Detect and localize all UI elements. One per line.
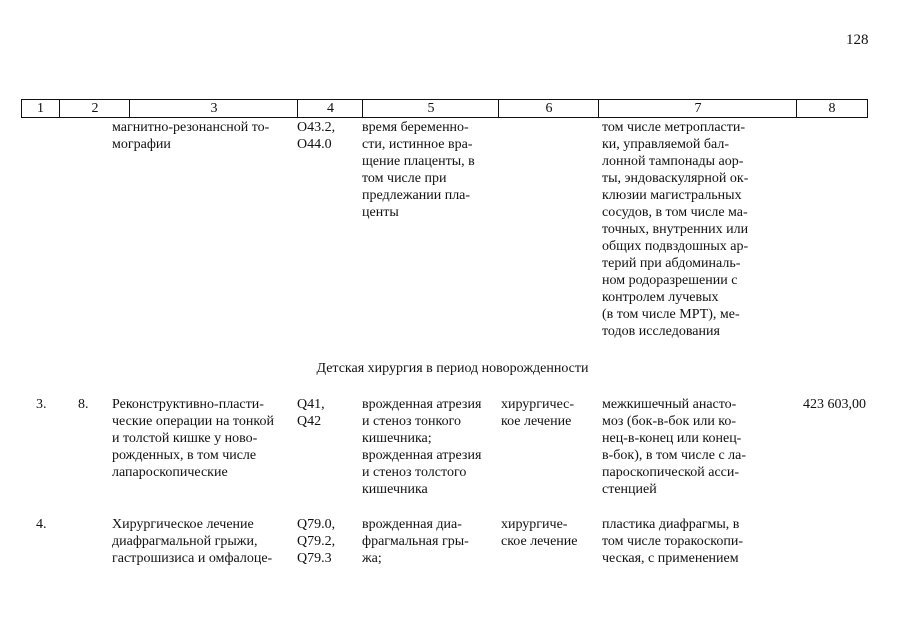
text-line: терий при абдоминаль- [602, 256, 741, 271]
header-col-3: 3 [129, 100, 298, 117]
text-line: моз (бок-в-бок или ко- [602, 414, 737, 429]
text-line: магнитно-резонансной то- [112, 120, 270, 135]
cell-cost: 423 603,00 [803, 397, 866, 412]
cell-method [112, 516, 289, 567]
text-line: ское лечение [501, 534, 578, 549]
text-line: Хирургическое лечение [112, 517, 254, 532]
cell-treatment [602, 516, 767, 567]
text-line: O44.0 [297, 137, 332, 152]
text-line: стенцией [602, 482, 657, 497]
header-col-5: 5 [362, 100, 499, 117]
text-line: ческая, с применением [602, 551, 739, 566]
text-line: лапароскопические [112, 465, 228, 480]
text-line: и стеноз толстого [362, 465, 467, 480]
text-line: ческие операции на тонкой [112, 414, 274, 429]
text-line: клюзии магистральных [602, 188, 742, 203]
text-line: том числе метропласти- [602, 120, 746, 135]
header-col-8: 8 [796, 100, 867, 117]
text-line: точных, внутренних или [602, 222, 749, 237]
header-col-2: 2 [59, 100, 130, 117]
cell-treatment [602, 396, 767, 498]
cell-code [297, 516, 357, 567]
text-line: O43.2, [297, 120, 336, 135]
text-line: диафрагмальной грыжи, [112, 534, 258, 549]
text-line: предлежании пла- [362, 188, 471, 203]
text-line: Q79.3 [297, 551, 332, 566]
header-col-7: 7 [598, 100, 797, 117]
cell-code [297, 396, 357, 430]
text-line: сосудов, в том числе ма- [602, 205, 748, 220]
cell-model-cont [362, 119, 497, 221]
text-line: контролем лучевых [602, 290, 719, 305]
text-line: межкишечный анасто- [602, 397, 737, 412]
text-line: лонной тампонады аор- [602, 154, 744, 169]
text-line: щение плаценты, в [362, 154, 475, 169]
text-line: Q41, [297, 397, 325, 412]
text-line: и толстой кишке у ново- [112, 431, 258, 446]
text-line: кишечника; [362, 431, 432, 446]
text-line: хирургиче- [501, 517, 568, 532]
cell-treatment-cont [602, 119, 767, 340]
text-line: время беременно- [362, 120, 469, 135]
text-line: мографии [112, 137, 171, 152]
text-line: врожденная диа- [362, 517, 462, 532]
section-title: Детская хирургия в период новорожденности [316, 361, 589, 376]
text-line: врожденная атрезия [362, 397, 482, 412]
cell-method-cont [112, 119, 289, 153]
table-header-row [21, 99, 868, 118]
header-col-1: 1 [37, 101, 44, 116]
header-col-4: 4 [297, 100, 363, 117]
text-line: хирургичес- [501, 397, 575, 412]
text-line: и стеноз тонкого [362, 414, 461, 429]
text-line: том числе торакоскопи- [602, 534, 744, 549]
text-line: пластика диафрагмы, в [602, 517, 740, 532]
text-line: Реконструктивно-пласти- [112, 397, 264, 412]
page-number: 128 [846, 32, 869, 48]
text-line: Q42 [297, 414, 322, 429]
cell-model [362, 396, 497, 498]
text-line: общих подвздошных ар- [602, 239, 749, 254]
text-line: том числе при [362, 171, 447, 186]
text-line: (в том числе МРТ), ме- [602, 307, 740, 322]
text-line: гастрошизиса и омфалоце- [112, 551, 273, 566]
text-line: ты, эндоваскулярной ок- [602, 171, 749, 186]
text-line: кое лечение [501, 414, 572, 429]
text-line: ки, управляемой бал- [602, 137, 730, 152]
text-line: жа; [362, 551, 382, 566]
cell-group-number: 8. [78, 397, 89, 412]
text-line: в-бок), в том числе с ла- [602, 448, 747, 463]
text-line: фрагмальная гры- [362, 534, 469, 549]
cell-code-cont [297, 119, 357, 153]
text-line: тодов исследования [602, 324, 720, 339]
cell-row-number: 4. [36, 517, 47, 532]
header-col-6: 6 [498, 100, 599, 117]
text-line: нец-в-конец или конец- [602, 431, 742, 446]
cell-method [112, 396, 289, 481]
text-line: Q79.0, [297, 517, 336, 532]
text-line: рожденных, в том числе [112, 448, 257, 463]
text-line: кишечника [362, 482, 428, 497]
text-line: ном родоразрешении с [602, 273, 738, 288]
text-line: Q79.2, [297, 534, 336, 549]
text-line: пароскопической асси- [602, 465, 740, 480]
text-line: врожденная атрезия [362, 448, 482, 463]
cell-treatment-type [501, 396, 596, 430]
cell-row-number: 3. [36, 397, 47, 412]
text-line: сти, истинное вра- [362, 137, 473, 152]
text-line: центы [362, 205, 399, 220]
cell-model [362, 516, 497, 567]
cell-treatment-type [501, 516, 596, 550]
